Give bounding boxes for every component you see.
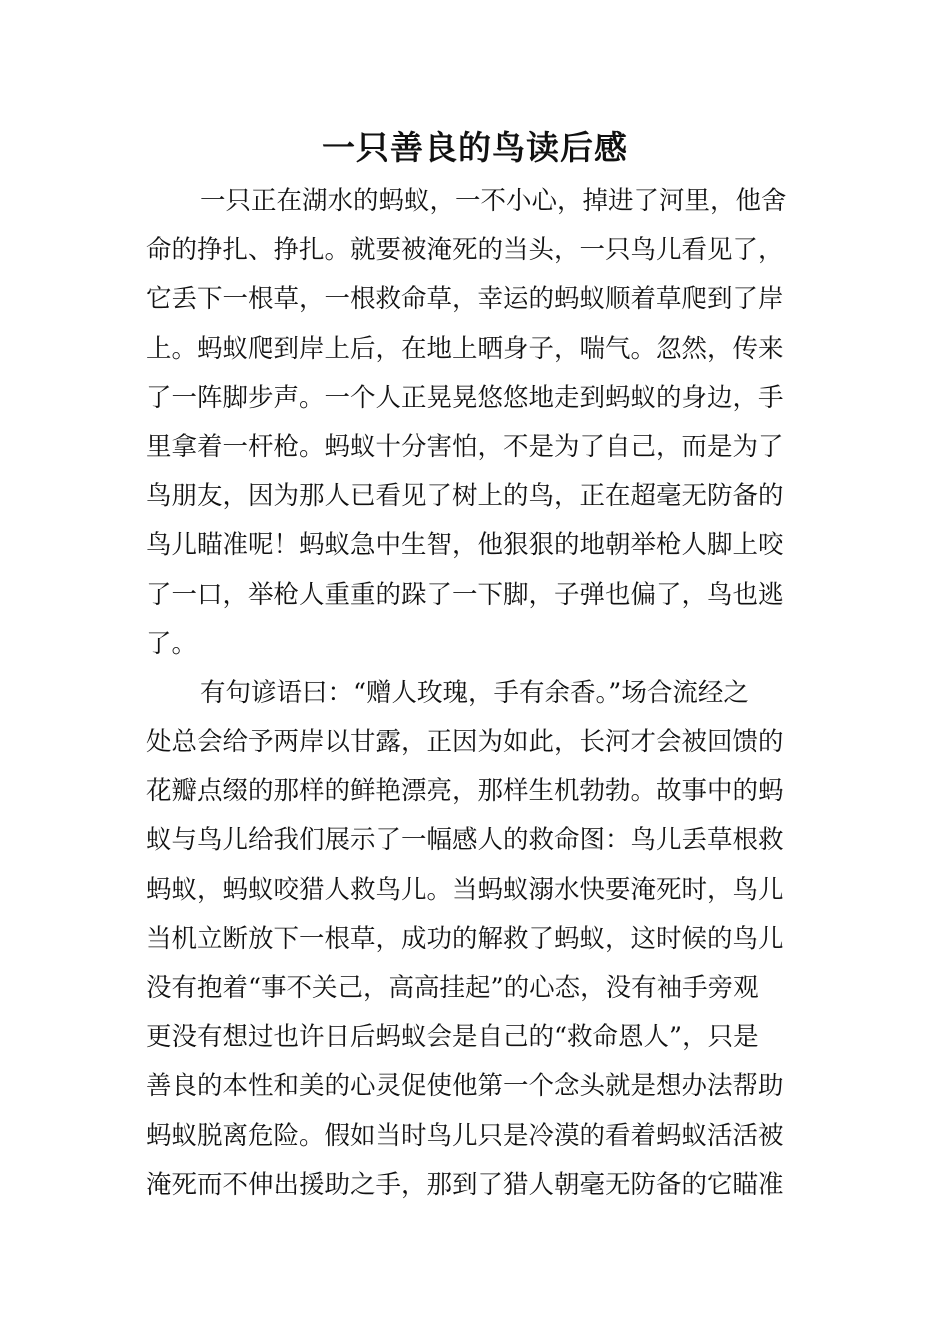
paragraph-2	[146, 669, 812, 1210]
paragraph-line: 它丢下一根草，一根救命草，幸运的蚂蚁顺着草爬到了岸	[146, 284, 784, 315]
paragraph-line: 了一口，举枪人重重的跺了一下脚，子弹也偏了，鸟也逃	[146, 579, 784, 610]
paragraph-line: 有句谚语曰：“赠人玫瑰，手有余香。”场合流经之	[200, 677, 749, 708]
paragraph-line: 善良的本性和美的心灵促使他第一个念头就是想办法帮助	[146, 1071, 784, 1102]
paragraph-line: 当机立断放下一根草，成功的解救了蚂蚁，这时候的鸟儿	[146, 923, 784, 954]
paragraph-line: 鸟朋友，因为那人已看见了树上的鸟，正在超毫无防备的	[146, 481, 784, 512]
paragraph-line: 花瓣点缀的那样的鲜艳漂亮，那样生机勃勃。故事中的蚂	[146, 776, 784, 807]
paragraph-line: 蚂蚁，蚂蚁咬猎人救鸟儿。当蚂蚁溺水快要淹死时，鸟儿	[146, 874, 784, 905]
paragraph-line: 蚁与鸟儿给我们展示了一幅感人的救命图：鸟儿丢草根救	[146, 825, 784, 856]
document-title: 一只善良的鸟读后感	[322, 128, 628, 167]
paragraph-line: 淹死而不伸出援助之手，那到了猎人朝毫无防备的它瞄准	[146, 1169, 784, 1200]
paragraph-line: 更没有想过也许日后蚂蚁会是自己的“救命恩人”，只是	[146, 1022, 759, 1053]
paragraph-line: 了。	[146, 628, 198, 659]
document-body	[146, 177, 812, 1210]
paragraph-line: 蚂蚁脱离危险。假如当时鸟儿只是冷漠的看着蚂蚁活活被	[146, 1120, 784, 1151]
paragraph-line: 了一阵脚步声。一个人正晃晃悠悠地走到蚂蚁的身边，手	[146, 382, 784, 413]
paragraph-line: 没有抱着“事不关己，高高挂起”的心态，没有袖手旁观	[146, 973, 759, 1003]
paragraph-line: 鸟儿瞄准呢！蚂蚁急中生智，他狠狠的地朝举枪人脚上咬	[146, 530, 784, 561]
paragraph-line: 处总会给予两岸以甘露，正因为如此，长河才会被回馈的	[146, 727, 784, 758]
paragraph-line: 里拿着一杆枪。蚂蚁十分害怕，不是为了自己，而是为了	[146, 431, 784, 462]
paragraph-line: 一只正在湖水的蚂蚁，一不小心，掉进了河里，他舍	[200, 186, 787, 216]
paragraph-line: 上。蚂蚁爬到岸上后，在地上晒身子，喘气。忽然，传来	[146, 333, 784, 364]
paragraph-1	[146, 177, 812, 669]
paragraph-line: 命的挣扎、挣扎。就要被淹死的当头，一只鸟儿看见了，	[146, 235, 784, 266]
